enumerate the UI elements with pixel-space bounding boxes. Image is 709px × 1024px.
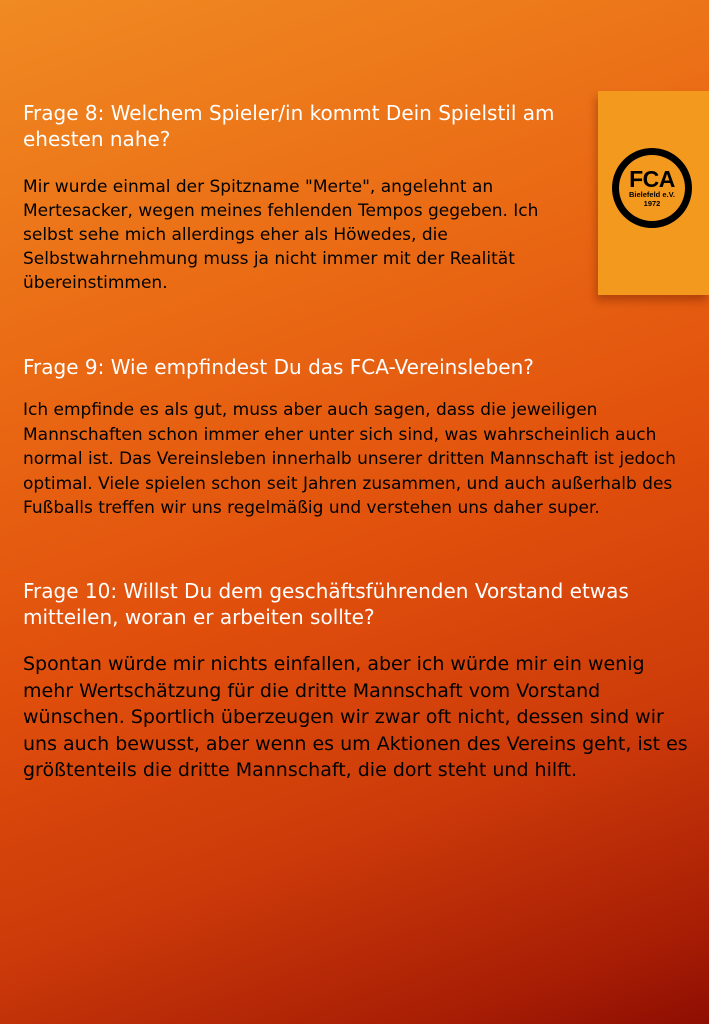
club-logo [612, 148, 692, 228]
club-logo-year: 1972 [643, 199, 661, 208]
answer-9: Ich empfinde es als gut, muss aber auch sagen, dass die jeweiligen Mannschaften schon immer eher unter sich sind, was wahrscheinlich auch normal ist. Das Vereinsleben innerhalb unserer dritten Mannschaft ist jedoch optimal. Viele spielen schon seit Jahren zusammen, und auch außerhalb des Fußballs treffen wir uns regelmäßig und verstehen uns daher super. [23, 400, 676, 518]
question-9: Frage 9: Wie empfindest Du das FCA-Vereinsleben? [23, 355, 534, 379]
answer-10: Spontan würde mir nichts einfallen, aber ich würde mir ein wenig mehr Wertschätzung für die dritte Mannschaft vom Vorstand wünschen. Sportlich überzeugen wir zwar oft nicht, dessen sind wir uns auch bewusst, aber wenn es um Aktionen des Vereins geht, ist es größtenteils die dritte Mannschaft, die dort steht und hilft. [23, 653, 688, 781]
club-logo-city: Bielefeld e.V. [629, 190, 675, 199]
question-8: Frage 8: Welchem Spieler/in kommt Dein Spielstil am ehesten nahe? [23, 101, 555, 151]
answer-8: Mir wurde einmal der Spitzname "Merte", angelehnt an Mertesacker, wegen meines fehlenden Tempos gegeben. Ich selbst sehe mich allerdings eher als Höwedes, die Selbstwahrnehmung muss ja nicht immer mit der Realität übereinstimmen. [23, 177, 539, 293]
question-10: Frage 10: Willst Du dem geschäftsführenden Vorstand etwas mitteilen, woran er arbeiten sollte? [23, 579, 629, 629]
club-logo-abbr: FCA [629, 166, 675, 192]
club-logo-inner [619, 155, 685, 221]
logo-panel [598, 91, 709, 295]
